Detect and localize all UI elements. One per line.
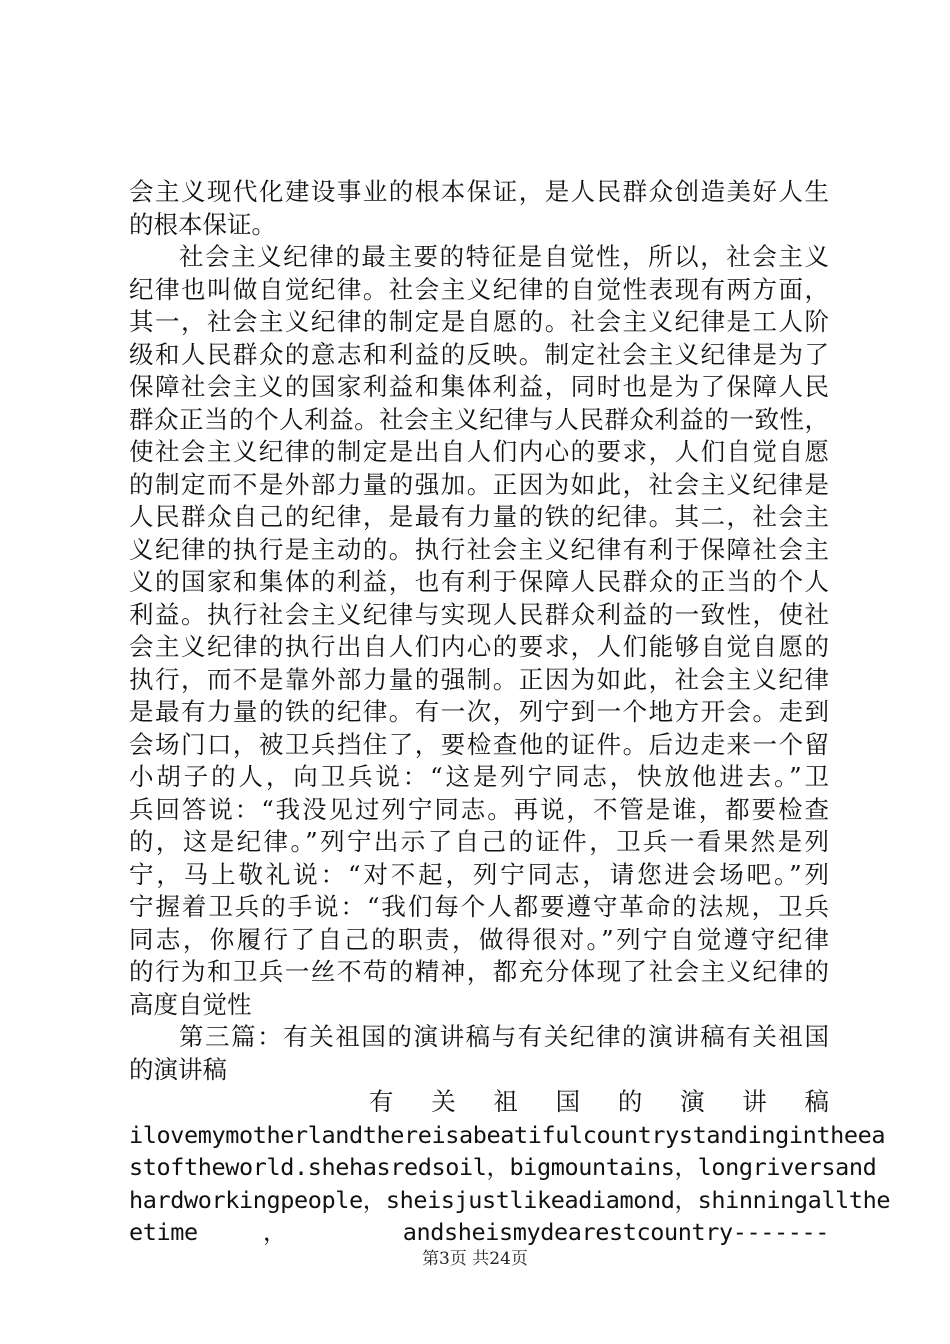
paragraph-start-line: 社会主义纪律的最主要的特征是自觉性，所以，社会主义 — [179, 242, 829, 271]
text-line: 级和人民群众的意志和利益的反映。制定社会主义纪律是为了 — [129, 339, 829, 369]
text-line: 会场门口，被卫兵挡住了，要检查他的证件。后边走来一个留 — [129, 729, 829, 759]
section-heading: 第三篇：有关祖国的演讲稿与有关纪律的演讲稿有关祖国 — [179, 1022, 829, 1051]
speech-title: 有 关 祖 国 的 演 讲 稿 — [369, 1087, 829, 1116]
text-line: 人民群众自己的纪律，是最有力量的铁的纪律。其二，社会主 — [129, 502, 829, 531]
text-line: 宁握着卫兵的手说：“我们每个人都要遵守革命的法规，卫兵 — [129, 892, 829, 921]
english-text-line: hardworkingpeople，sheisjustlikeadiamond，shinningallthe — [129, 1185, 891, 1214]
text-line: 群众正当的个人利益。社会主义纪律与人民群众利益的一致性， — [129, 404, 829, 434]
text-line: 宁，马上敬礼说：“对不起，列宁同志，请您进会场吧。”列 — [129, 859, 829, 889]
text-line: 执行，而不是靠外部力量的强制。正因为如此，社会主义纪律 — [129, 664, 829, 694]
text-line: 会主义纪律的执行出自人们内心的要求，人们能够自觉自愿的 — [129, 632, 829, 661]
english-text-line: stoftheworld.shehasredsoil，bigmountains，longriversand — [129, 1153, 877, 1181]
english-text-line: etime ， andsheismydearestcountry------- — [129, 1218, 829, 1246]
text-line: 兵回答说：“我没见过列宁同志。再说，不管是谁，都要检查 — [129, 794, 829, 824]
text-line: 其一，社会主义纪律的制定是自愿的。社会主义纪律是工人阶 — [129, 307, 829, 336]
text-line: 义纪律的执行是主动的。执行社会主义纪律有利于保障社会主 — [129, 534, 829, 564]
text-line: 的，这是纪律。”列宁出示了自己的证件，卫兵一看果然是列 — [129, 827, 829, 856]
text-line: 使社会主义纪律的制定是出自人们内心的要求，人们自觉自愿 — [129, 437, 829, 466]
text-line: 保障社会主义的国家利益和集体利益，同时也是为了保障人民 — [129, 372, 829, 401]
text-line: 的制定而不是外部力量的强加。正因为如此，社会主义纪律是 — [129, 469, 829, 499]
text-line: 同志，你履行了自己的职责，做得很对。”列宁自觉遵守纪律 — [129, 924, 829, 954]
section-heading-cont: 的演讲稿 — [129, 1054, 227, 1084]
text-line: 的行为和卫兵一丝不苟的精神，都充分体现了社会主义纪律的 — [129, 957, 829, 986]
text-line: 小胡子的人，向卫兵说：“这是列宁同志，快放他进去。”卫 — [129, 762, 829, 791]
text-line: 的根本保证。 — [129, 209, 276, 239]
english-text-line: ilovemymotherlandthereisabeatifulcountrystandingintheea — [129, 1120, 886, 1149]
text-line: 高度自觉性 — [129, 989, 252, 1019]
text-line: 纪律也叫做自觉纪律。社会主义纪律的自觉性表现有两方面， — [129, 274, 829, 304]
text-line: 是最有力量的铁的纪律。有一次，列宁到一个地方开会。走到 — [129, 697, 829, 726]
text-line: 会主义现代化建设事业的根本保证，是人民群众创造美好人生 — [129, 177, 829, 206]
page-number: 第3页 共24页 — [422, 1249, 528, 1269]
text-line: 利益。执行社会主义纪律与实现人民群众利益的一致性，使社 — [129, 599, 829, 629]
document-body — [129, 176, 891, 1249]
text-line: 义的国家和集体的利益，也有利于保障人民群众的正当的个人 — [129, 567, 829, 596]
